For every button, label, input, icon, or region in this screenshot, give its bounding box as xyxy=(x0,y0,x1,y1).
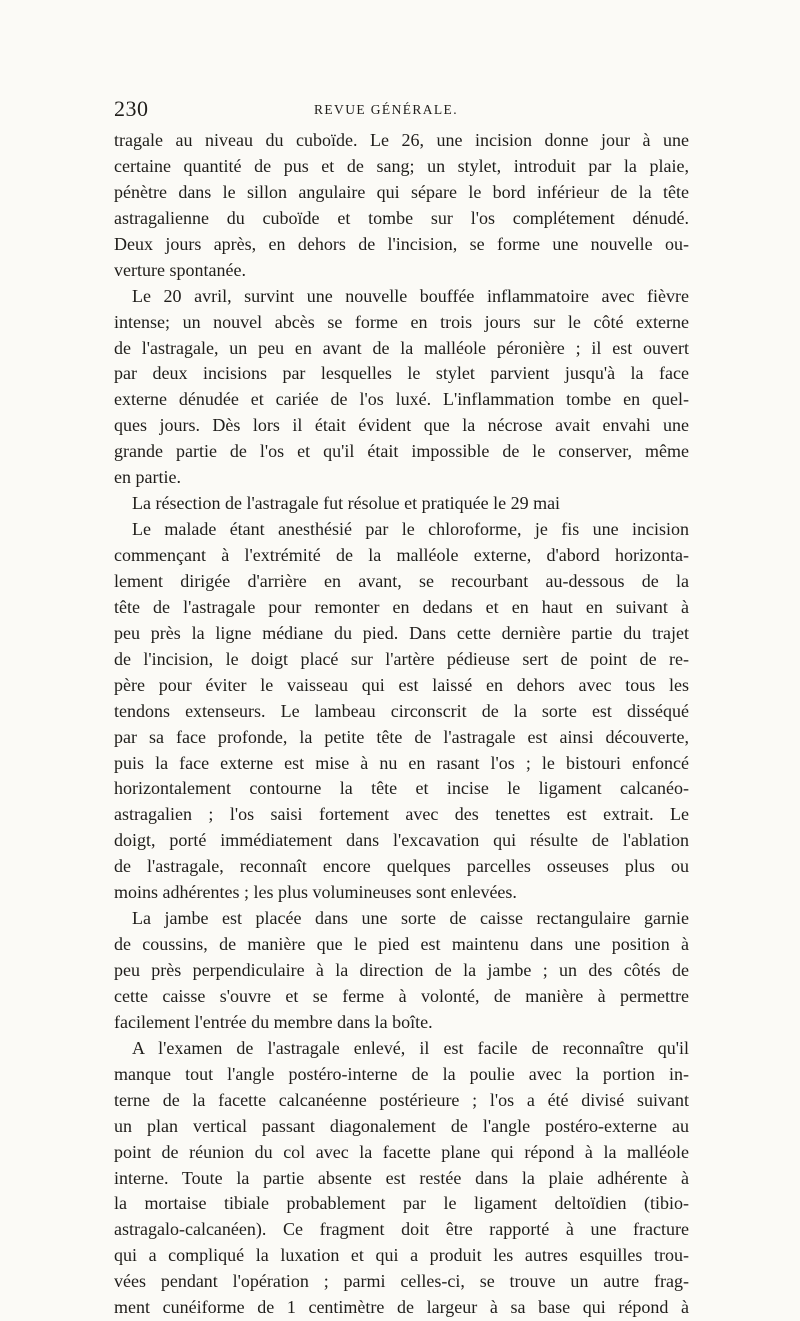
text-line: père pour éviter le vaisseau qui est laissé en dehors avec tous les xyxy=(114,674,689,695)
text-line: tendons extenseurs. Le lambeau circonscrit de la sorte est disséqué xyxy=(114,700,689,721)
text-line: astragalienne du cuboïde et tombe sur l'os complétement dénudé. xyxy=(114,207,689,228)
text-line: de l'astragale, reconnaît encore quelques parcelles osseuses plus ou xyxy=(114,856,689,877)
text-line: La résection de l'astragale fut résolue et pratiquée le 29 mai xyxy=(132,493,561,514)
text-line: peu près la ligne médiane du pied. Dans cette dernière partie du trajet xyxy=(114,622,689,643)
text-line: de l'astragale, un peu en avant de la malléole péronière ; il est ouvert xyxy=(114,337,689,358)
text-line: lement dirigée d'arrière en avant, se recourbant au-dessous de la xyxy=(114,570,689,591)
text-line: astragalien ; l'os saisi fortement avec des tenettes est extrait. Le xyxy=(114,804,689,825)
text-line: Le malade étant anesthésié par le chloroforme, je fis une incision xyxy=(132,519,689,540)
page-header xyxy=(114,96,689,126)
text-line: de l'incision, le doigt placé sur l'artère pédieuse sert de point de re- xyxy=(114,648,689,669)
text-line: par sa face profonde, la petite tête de l'astragale est ainsi découverte, xyxy=(114,726,689,747)
text-line: externe dénudée et cariée de l'os luxé. L'inflammation tombe en quel- xyxy=(114,389,689,410)
running-title: REVUE GÉNÉRALE. xyxy=(314,102,458,117)
text-line: tragale au niveau du cuboïde. Le 26, une incision donne jour à une xyxy=(114,130,689,150)
text-line: la mortaise tibiale probablement par le ligament deltoïdien (tibio- xyxy=(114,1193,689,1214)
body-text xyxy=(114,128,689,1321)
text-line: verture spontanée. xyxy=(114,259,246,280)
text-line: manque tout l'angle postéro-interne de la poulie avec la portion in- xyxy=(114,1063,689,1084)
text-line: ques jours. Dès lors il était évident que la nécrose avait envahi une xyxy=(114,415,689,436)
text-line: doigt, porté immédiatement dans l'excavation qui résulte de l'ablation xyxy=(114,830,689,851)
text-line: point de réunion du col avec la facette plane qui répond à la malléole xyxy=(114,1141,689,1162)
text-line: ment cunéiforme de 1 centimètre de largeur à sa base qui répond à xyxy=(114,1297,689,1318)
text-line: astragalo-calcanéen). Ce fragment doit être rapporté à une fracture xyxy=(114,1219,689,1240)
text-line: commençant à l'extrémité de la malléole externe, d'abord horizonta- xyxy=(114,545,689,565)
text-line: puis la face externe est mise à nu en rasant l'os ; le bistouri enfoncé xyxy=(114,752,689,773)
text-line: facilement l'entrée du membre dans la boîte. xyxy=(114,1011,433,1032)
text-line: intense; un nouvel abcès se forme en trois jours sur le côté externe xyxy=(114,311,689,332)
text-line: qui a compliqué la luxation et qui a produit les autres esquilles trou- xyxy=(114,1245,689,1266)
text-line: vées pendant l'opération ; parmi celles-ci, se trouve un autre frag- xyxy=(114,1271,689,1292)
text-line: en partie. xyxy=(114,467,181,488)
text-line: pénètre dans le sillon angulaire qui sépare le bord inférieur de la tête xyxy=(114,181,689,202)
text-line: un plan vertical passant diagonalement de l'angle postéro-externe au xyxy=(114,1115,689,1136)
text-line: tête de l'astragale pour remonter en dedans et en haut en suivant à xyxy=(114,596,689,617)
text-line: certaine quantité de pus et de sang; un stylet, introduit par la plaie, xyxy=(114,155,689,176)
text-line: peu près perpendiculaire à la direction de la jambe ; un des côtés de xyxy=(114,960,689,980)
text-line: Le 20 avril, survint une nouvelle bouffée inflammatoire avec fièvre xyxy=(132,285,689,306)
text-line: par deux incisions par lesquelles le stylet parvient jusqu'à la face xyxy=(114,363,689,384)
text-line: terne de la facette calcanéenne postérieure ; l'os a été divisé suivant xyxy=(114,1089,689,1110)
text-line: cette caisse s'ouvre et se ferme à volonté, de manière à permettre xyxy=(114,985,689,1006)
text-line: A l'examen de l'astragale enlevé, il est facile de reconnaître qu'il xyxy=(132,1037,689,1058)
page-number: 230 xyxy=(114,96,149,121)
text-line: grande partie de l'os et qu'il était impossible de le conserver, même xyxy=(114,441,689,462)
text-line: horizontalement contourne la tête et incise le ligament calcanéo- xyxy=(114,778,689,799)
text-line: Deux jours après, en dehors de l'incision, se forme une nouvelle ou- xyxy=(114,233,689,254)
text-line: interne. Toute la partie absente est restée dans la plaie adhérente à xyxy=(114,1167,689,1188)
text-line: moins adhérentes ; les plus volumineuses sont enlevées. xyxy=(114,882,517,903)
text-line: La jambe est placée dans une sorte de caisse rectangulaire garnie xyxy=(132,908,689,929)
text-line: de coussins, de manière que le pied est maintenu dans une position à xyxy=(114,934,689,955)
